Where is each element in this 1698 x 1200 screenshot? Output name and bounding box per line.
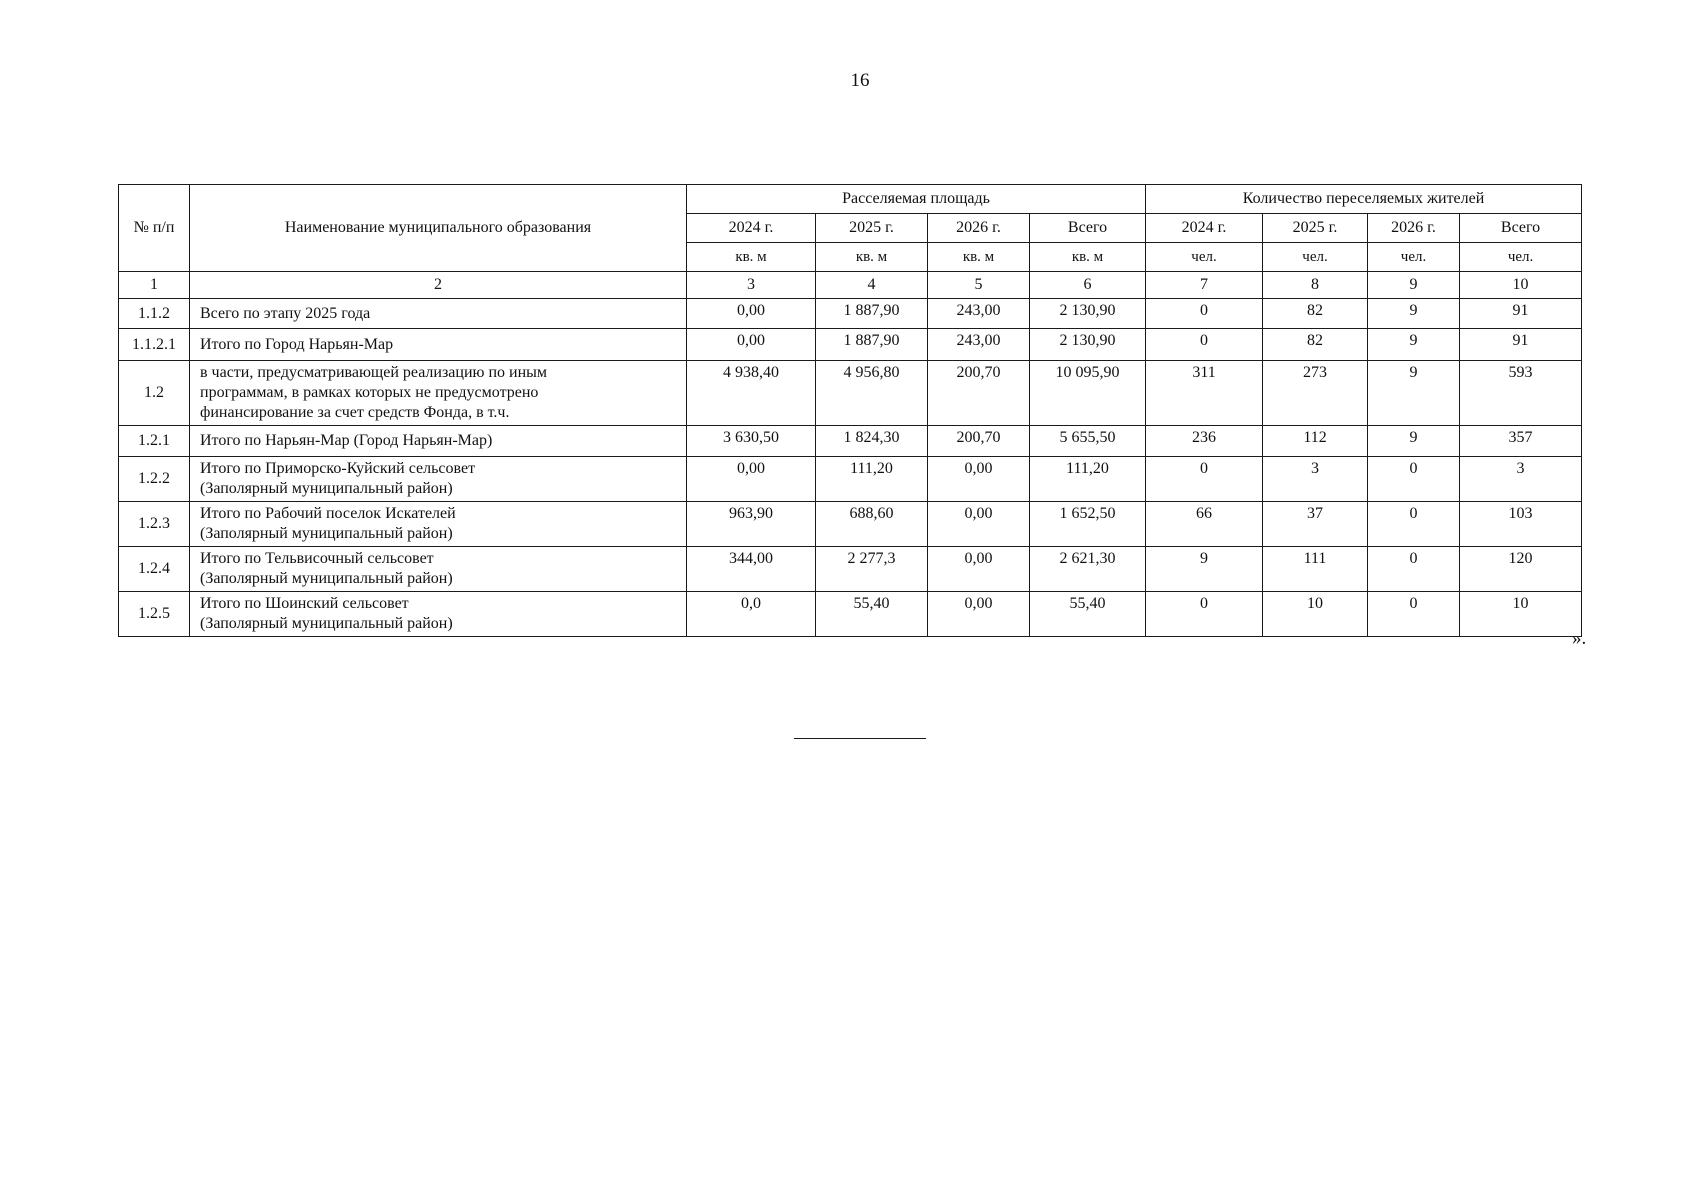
- header-year: 2025 г.: [816, 214, 928, 243]
- column-index: 7: [1146, 272, 1263, 299]
- cell-value: 66: [1146, 502, 1263, 547]
- header-unit: чел.: [1263, 243, 1368, 272]
- cell-value: 273: [1263, 361, 1368, 426]
- cell-value: 311: [1146, 361, 1263, 426]
- cell-value: 1 887,90: [816, 329, 928, 361]
- table-row: [119, 299, 1582, 329]
- cell-value: 10 095,90: [1030, 361, 1146, 426]
- header-area-group: Расселяемая площадь: [687, 185, 1146, 214]
- cell-value: 243,00: [928, 299, 1030, 329]
- table-row: [119, 361, 1582, 426]
- column-index: 4: [816, 272, 928, 299]
- cell-value: 112: [1263, 426, 1368, 457]
- cell-value: 9: [1368, 361, 1460, 426]
- page-number: 16: [850, 70, 870, 91]
- row-number: 1.2.1: [119, 426, 190, 457]
- table-row: [119, 426, 1582, 457]
- table-row: [119, 502, 1582, 547]
- cell-value: 0,00: [687, 299, 816, 329]
- cell-value: 2 277,3: [816, 547, 928, 592]
- header-unit: чел.: [1368, 243, 1460, 272]
- cell-value: 0,0: [687, 592, 816, 637]
- column-index: 10: [1460, 272, 1582, 299]
- cell-value: 344,00: [687, 547, 816, 592]
- table-row: [119, 457, 1582, 502]
- header-unit: чел.: [1460, 243, 1582, 272]
- row-name: Всего по этапу 2025 года: [190, 299, 687, 329]
- cell-value: 5 655,50: [1030, 426, 1146, 457]
- row-name: Итого по Город Нарьян-Мар: [190, 329, 687, 361]
- header-name: Наименование муниципального образования: [190, 185, 687, 272]
- cell-value: 357: [1460, 426, 1582, 457]
- cell-value: 82: [1263, 299, 1368, 329]
- table-row: [119, 592, 1582, 637]
- cell-value: 55,40: [1030, 592, 1146, 637]
- cell-value: 4 956,80: [816, 361, 928, 426]
- row-name: Итого по Нарьян-Мар (Город Нарьян-Мар): [190, 426, 687, 457]
- header-unit: кв. м: [928, 243, 1030, 272]
- table-row: [119, 329, 1582, 361]
- cell-value: 10: [1263, 592, 1368, 637]
- row-name: Итого по Тельвисочный сельсовет (Заполярный муниципальный район): [190, 547, 687, 592]
- cell-value: 91: [1460, 299, 1582, 329]
- cell-value: 9: [1368, 329, 1460, 361]
- cell-value: 3 630,50: [687, 426, 816, 457]
- header-unit: кв. м: [816, 243, 928, 272]
- row-name: в части, предусматривающей реализацию по иным программам, в рамках которых не предусмотрено финансирование за счет средств Фонда, в т.ч.: [190, 361, 687, 426]
- column-index-row: [119, 272, 1582, 299]
- row-number: 1.2.5: [119, 592, 190, 637]
- cell-value: 0: [1368, 457, 1460, 502]
- column-index: 5: [928, 272, 1030, 299]
- cell-value: 0: [1146, 299, 1263, 329]
- cell-value: 3: [1263, 457, 1368, 502]
- cell-value: 10: [1460, 592, 1582, 637]
- column-index: 1: [119, 272, 190, 299]
- cell-value: 0: [1146, 592, 1263, 637]
- header-year: 2025 г.: [1263, 214, 1368, 243]
- cell-value: 0,00: [687, 457, 816, 502]
- cell-value: 9: [1146, 547, 1263, 592]
- cell-value: 82: [1263, 329, 1368, 361]
- cell-value: 120: [1460, 547, 1582, 592]
- cell-value: 4 938,40: [687, 361, 816, 426]
- cell-value: 200,70: [928, 361, 1030, 426]
- cell-value: 9: [1368, 426, 1460, 457]
- row-name: Итого по Шоинский сельсовет (Заполярный муниципальный район): [190, 592, 687, 637]
- column-index: 8: [1263, 272, 1368, 299]
- cell-value: 111: [1263, 547, 1368, 592]
- cell-value: 0,00: [687, 329, 816, 361]
- header-year: 2024 г.: [687, 214, 816, 243]
- cell-value: 0,00: [928, 592, 1030, 637]
- row-number: 1.1.2.1: [119, 329, 190, 361]
- cell-value: 1 652,50: [1030, 502, 1146, 547]
- header-unit: кв. м: [1030, 243, 1146, 272]
- cell-value: 593: [1460, 361, 1582, 426]
- cell-value: 37: [1263, 502, 1368, 547]
- column-index: 3: [687, 272, 816, 299]
- row-number: 1.2: [119, 361, 190, 426]
- resettlement-table: [118, 184, 1582, 637]
- cell-value: 111,20: [1030, 457, 1146, 502]
- header-year: Всего: [1030, 214, 1146, 243]
- row-number: 1.2.3: [119, 502, 190, 547]
- column-index: 9: [1368, 272, 1460, 299]
- cell-value: 55,40: [816, 592, 928, 637]
- cell-value: 103: [1460, 502, 1582, 547]
- cell-value: 2 130,90: [1030, 329, 1146, 361]
- header-unit: кв. м: [687, 243, 816, 272]
- row-number: 1.2.2: [119, 457, 190, 502]
- cell-value: 0,00: [928, 457, 1030, 502]
- cell-value: 1 887,90: [816, 299, 928, 329]
- cell-value: 0: [1368, 502, 1460, 547]
- cell-value: 9: [1368, 299, 1460, 329]
- table-row: [119, 547, 1582, 592]
- header-year: 2026 г.: [1368, 214, 1460, 243]
- cell-value: 111,20: [816, 457, 928, 502]
- cell-value: 0: [1146, 457, 1263, 502]
- cell-value: 0: [1368, 547, 1460, 592]
- header-num: № п/п: [119, 185, 190, 272]
- cell-value: 0: [1368, 592, 1460, 637]
- row-number: 1.1.2: [119, 299, 190, 329]
- cell-value: 200,70: [928, 426, 1030, 457]
- cell-value: 2 621,30: [1030, 547, 1146, 592]
- header-year: Всего: [1460, 214, 1582, 243]
- row-number: 1.2.4: [119, 547, 190, 592]
- header-year: 2024 г.: [1146, 214, 1263, 243]
- row-name: Итого по Рабочий поселок Искателей (Заполярный муниципальный район): [190, 502, 687, 547]
- cell-value: 688,60: [816, 502, 928, 547]
- column-index: 2: [190, 272, 687, 299]
- cell-value: 0: [1146, 329, 1263, 361]
- cell-value: 236: [1146, 426, 1263, 457]
- row-name: Итого по Приморско-Куйский сельсовет (Заполярный муниципальный район): [190, 457, 687, 502]
- header-residents-group: Количество переселяемых жителей: [1146, 185, 1582, 214]
- header-year: 2026 г.: [928, 214, 1030, 243]
- cell-value: 0,00: [928, 547, 1030, 592]
- cell-value: 91: [1460, 329, 1582, 361]
- column-index: 6: [1030, 272, 1146, 299]
- cell-value: 243,00: [928, 329, 1030, 361]
- cell-value: 2 130,90: [1030, 299, 1146, 329]
- cell-value: 963,90: [687, 502, 816, 547]
- cell-value: 1 824,30: [816, 426, 928, 457]
- separator-line: [794, 738, 926, 739]
- closing-quote-mark: ».: [1572, 628, 1587, 649]
- cell-value: 3: [1460, 457, 1582, 502]
- header-unit: чел.: [1146, 243, 1263, 272]
- cell-value: 0,00: [928, 502, 1030, 547]
